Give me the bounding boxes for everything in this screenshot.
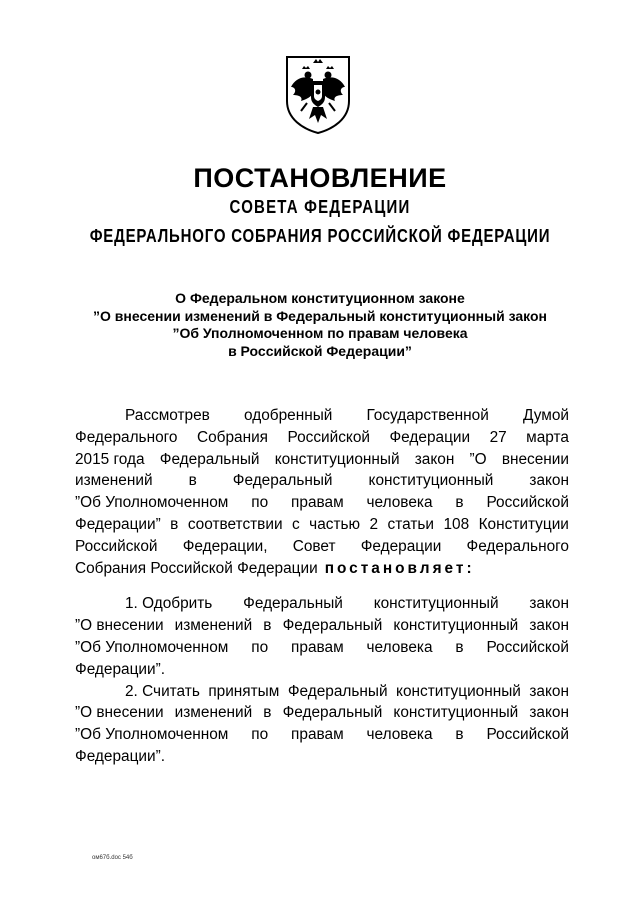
body-word: ”Об Уполномоченном <box>75 494 229 512</box>
body-word: Российской <box>75 537 158 555</box>
resolution-keyword: постановляет: <box>324 559 475 577</box>
body-line <box>75 558 569 580</box>
body-word: 2015 года <box>75 450 145 468</box>
body-word: 1. Одобрить <box>125 595 213 613</box>
body-word: Федерации, <box>182 537 268 555</box>
document-code: ом67б.doc 54б <box>92 855 133 861</box>
body-word: 2. Считать <box>125 682 200 700</box>
body-word: Собрания <box>196 428 269 446</box>
body-word: Российской <box>486 726 569 744</box>
body-line <box>75 492 569 514</box>
body-word: внесении <box>501 450 569 468</box>
document-subtitle-assembly: ФЕДЕРАЛЬНОГО СОБРАНИЯ РОССИЙСКОЙ ФЕДЕРАЦИИ <box>89 225 551 248</box>
body-line <box>75 659 569 681</box>
document-subject <box>60 290 580 360</box>
body-line <box>75 615 569 637</box>
body-word: закон <box>529 682 569 700</box>
body-line <box>75 449 569 471</box>
body-word: в <box>455 638 464 656</box>
body-word: Федеральный <box>282 617 383 635</box>
body-text: Собрания Российской Федерации <box>75 559 318 577</box>
body-word: одобренный <box>244 407 333 424</box>
coat-of-arms-icon <box>283 53 353 135</box>
body-word: Федеральный <box>282 704 383 722</box>
document-subtitle-council: СОВЕТА ФЕДЕРАЦИИ <box>229 196 411 219</box>
body-word: в <box>263 617 272 635</box>
body-word: человека <box>366 494 433 512</box>
subject-line: ”Об Уполномоченном по правам человека <box>172 325 468 341</box>
subject-line: в Российской Федерации” <box>228 342 412 359</box>
body-line <box>75 681 569 703</box>
body-word: 27 <box>489 428 507 446</box>
body-word: Государственной <box>366 407 489 424</box>
document-body <box>75 405 569 768</box>
body-word: закон <box>529 472 569 490</box>
body-word: изменений <box>174 704 253 722</box>
body-word: человека <box>366 726 433 744</box>
body-word: Федеральный <box>159 450 260 468</box>
body-word: изменений <box>75 472 153 490</box>
body-line <box>75 536 569 558</box>
body-word: по <box>251 494 269 512</box>
body-word: конституционный <box>396 682 521 700</box>
body-word: марта <box>526 428 569 446</box>
body-word: Российской <box>486 494 569 512</box>
body-word: ”О внесении <box>75 704 164 722</box>
body-line <box>75 427 569 449</box>
body-line <box>75 405 569 427</box>
body-word: частью <box>309 515 361 533</box>
subject-line: О Федеральном конституционном законе <box>175 290 465 306</box>
body-word: Федерации <box>389 428 471 446</box>
document-title: ПОСТАНОВЛЕНИЕ <box>193 163 447 193</box>
body-word: 108 <box>443 515 470 533</box>
body-line <box>75 746 569 768</box>
body-word: по <box>251 726 269 744</box>
body-word: конституционный <box>393 617 519 635</box>
body-word: Конституции <box>478 515 569 533</box>
body-line <box>75 514 569 536</box>
body-word: Совет <box>292 537 336 555</box>
body-word: закон <box>414 450 455 468</box>
body-word: принятым <box>208 682 280 700</box>
body-word: Федеральный <box>287 682 388 700</box>
body-text: Федерации”. <box>75 747 165 765</box>
body-word: правам <box>291 494 344 512</box>
body-word: закон <box>529 617 569 635</box>
body-word: Российской <box>486 638 569 656</box>
body-word: Российской <box>287 428 370 446</box>
body-word: изменений <box>174 617 253 635</box>
body-line <box>75 724 569 746</box>
body-word: человека <box>366 638 433 656</box>
body-word: Федеральный <box>243 595 343 613</box>
body-word: конституционный <box>274 450 400 468</box>
body-word: конституционный <box>373 595 499 613</box>
body-word: закон <box>529 595 569 613</box>
body-word: по <box>251 638 269 656</box>
body-word: Федерации” <box>75 515 161 533</box>
body-word: ”Об Уполномоченном <box>75 638 229 656</box>
body-word: Рассмотрев <box>125 407 210 424</box>
body-word: Федерации <box>360 537 442 555</box>
body-line <box>75 593 569 615</box>
body-word: статьи <box>387 515 434 533</box>
body-word: в <box>455 726 464 744</box>
body-word: ”Об Уполномоченном <box>75 726 229 744</box>
body-word: в <box>455 494 464 512</box>
body-line <box>75 702 569 724</box>
body-line <box>75 637 569 659</box>
body-word: в <box>188 472 197 490</box>
body-word: ”О <box>469 450 487 468</box>
subject-line: ”О внесении изменений в Федеральный конституционный закон <box>93 307 547 324</box>
body-text: Федерации”. <box>75 660 165 678</box>
body-word: Думой <box>522 407 569 424</box>
body-word: правам <box>291 638 344 656</box>
body-word: в <box>263 704 272 722</box>
body-word: ”О внесении <box>75 617 164 635</box>
body-word: закон <box>529 704 569 722</box>
body-word: Федерального <box>466 537 569 555</box>
body-word: с <box>292 515 300 533</box>
body-word: в <box>170 515 179 533</box>
body-word: правам <box>291 726 344 744</box>
body-word: Федерального <box>75 428 178 446</box>
body-word: Федеральный <box>232 472 333 490</box>
body-word: соответствии <box>187 515 283 533</box>
body-word: 2 <box>369 515 379 533</box>
body-word: конституционный <box>368 472 494 490</box>
body-word: конституционный <box>393 704 519 722</box>
body-line <box>75 470 569 492</box>
